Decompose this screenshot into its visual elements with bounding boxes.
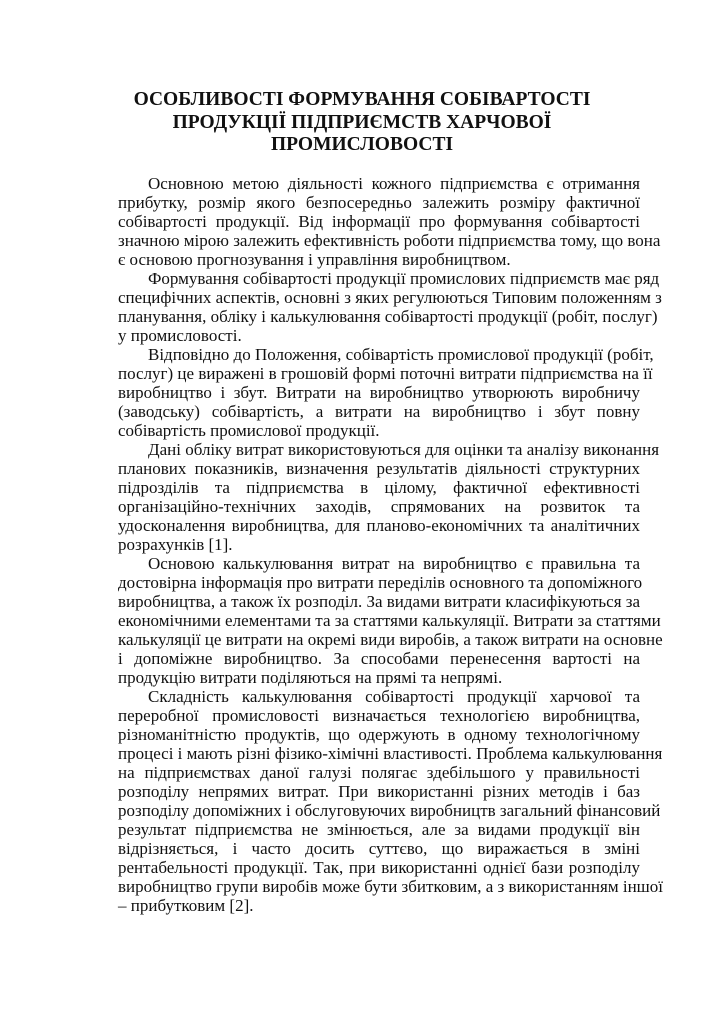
text-line: на підприємствах даної галузі полягає здебільшого у правильності [118, 763, 640, 782]
text-line: Складність калькулювання собівартості продукції харчової та [148, 687, 640, 706]
text-line: калькуляції це витрати на окремі види виробів, а також витрати на основне [118, 630, 663, 649]
text-line: різноманітністю продуктів, що одержують в одному технологічному [118, 725, 640, 744]
text-line: специфічних аспектів, основні з яких регулюються Типовим положенням з [118, 288, 662, 307]
paragraph [118, 174, 661, 269]
text-line: планування, обліку і калькулювання собівартості продукції (робіт, послуг) [118, 307, 658, 326]
title-line: ПРОМИСЛОВОСТІ [270, 134, 454, 155]
text-line: удосконалення виробництва, для планово-економічних та аналітичних [118, 516, 640, 535]
text-line: послуг) це виражені в грошовій формі поточні витрати підприємства на її [118, 364, 653, 383]
text-line: розподілу непрямих витрат. При використанні різних методів і баз [118, 782, 640, 801]
text-line: організаційно-технічних заходів, спрямованих на розвиток та [118, 497, 640, 516]
paragraph [118, 440, 660, 554]
text-line: результат підприємства не змінюється, але за видами продукції він [118, 820, 640, 839]
paragraph [118, 687, 663, 915]
document-title [90, 89, 634, 157]
text-line: собівартість промислової продукції. [118, 421, 380, 440]
text-line: Дані обліку витрат використовуються для оцінки та аналізу виконання [148, 440, 660, 459]
text-line: виробництво групи виробів може бути збитковим, а з використанням іншої [118, 877, 663, 896]
text-line: розрахунків [1]. [118, 535, 233, 554]
text-line: і допоміжне виробництво. За способами перенесення вартості на [118, 649, 640, 668]
text-line: – прибутковим [2]. [118, 896, 254, 915]
paragraph [118, 554, 663, 687]
text-line: достовірна інформація про витрати переділів основного та допоміжного [118, 573, 643, 592]
text-line: собівартості продукції. Від інформації про формування собівартості [118, 212, 640, 231]
title-line: ПРОДУКЦІЇ ПІДПРИЄМСТВ ХАРЧОВОЇ [172, 111, 552, 133]
text-line: Формування собівартості продукції промислових підприємств має ряд [148, 269, 660, 288]
text-line: Відповідно до Положення, собівартість промислової продукції (робіт, [148, 345, 654, 364]
text-line: відрізняється, і часто досить суттєво, що виражається в зміні [118, 839, 640, 858]
text-line: Основною метою діяльності кожного підприємства є отримання [148, 174, 640, 193]
text-line: планових показників, визначення результатів діяльності структурних [118, 459, 640, 478]
text-line: переробної промисловості визначається технологією виробництва, [118, 706, 640, 725]
text-line: продукцію витрати поділяються на прямі та непрямі. [118, 668, 503, 687]
text-line: (заводську) собівартість, а витрати на виробництво і збут повну [118, 402, 640, 421]
text-line: значною мірою залежить ефективність роботи підприємства тому, що вона [118, 231, 661, 250]
text-line: прибутку, розмір якого безпосередньо залежить розміру фактичної [118, 193, 640, 212]
text-line: є основою прогнозування і управління виробництвом. [118, 250, 511, 269]
title-line: ОСОБЛИВОСТІ ФОРМУВАННЯ СОБІВАРТОСТІ [133, 89, 591, 110]
text-line: виробництва, а також їх розподіл. За видами витрати класифікуються за [118, 592, 641, 611]
text-line: виробництво і збут. Витрати на виробництво утворюють виробничу [118, 383, 640, 402]
text-line: рентабельності продукції. Так, при використанні однієї бази розподілу [118, 858, 640, 877]
text-line: у промисловості. [118, 326, 242, 345]
paragraph [118, 345, 654, 440]
document-body [118, 174, 663, 915]
paragraph [118, 269, 662, 345]
text-line: економічними елементами та за статтями калькуляції. Витрати за статтями [118, 611, 661, 630]
text-line: процесі і мають різні фізико-хімічні властивості. Проблема калькулювання [118, 744, 663, 763]
text-line: розподілу допоміжних і обслуговуючих виробництв загальний фінансовий [118, 801, 661, 820]
text-line: Основою калькулювання витрат на виробництво є правильна та [148, 554, 640, 573]
text-line: підрозділів та підприємства в цілому, фактичної ефективності [118, 478, 640, 497]
